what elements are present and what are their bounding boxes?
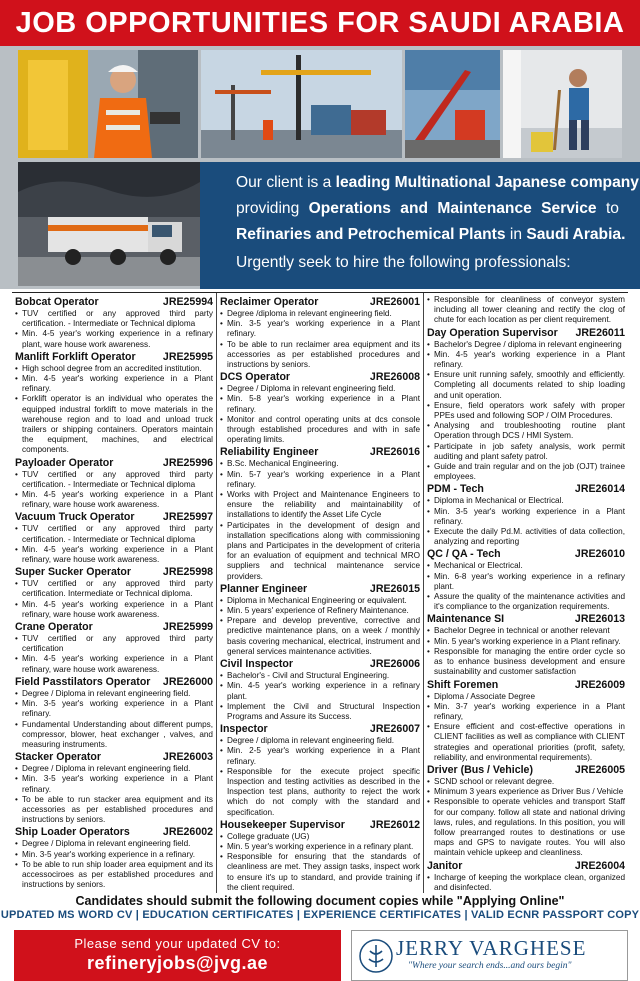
job-requirements	[15, 364, 213, 456]
job-header	[15, 566, 213, 579]
intro-line-3-text: in	[505, 226, 527, 243]
job-code: JRE26005	[574, 763, 625, 776]
job-title: Reliability Engineer	[220, 446, 319, 459]
requirement-item: • Monitor and control operating units at dcs console through established procedures and with in safe operating limits.	[220, 415, 420, 446]
requirement-item: • Min. 4-5 year's working experience in a Plant refinary.	[15, 374, 213, 394]
job-code: JRE26004	[574, 859, 625, 872]
job-requirements	[427, 340, 625, 483]
job-header	[15, 511, 213, 524]
job-listing	[427, 613, 625, 677]
job-title: Crane Operator	[15, 621, 93, 634]
job-header	[220, 296, 420, 309]
job-requirements	[15, 764, 213, 825]
requirement-item: • Degree / Diploma in relevant engineering field.	[15, 764, 213, 774]
requirement-item: • To be able to run stacker area equipment and its accessories as per established procedures and instructions by seniors.	[15, 795, 213, 826]
requirement-item: • Bachelor's - Civil and Structural Engineering.	[220, 671, 420, 681]
requirement-item: • Min. 3-5 year's working experience in a Plant refinary.	[15, 774, 213, 794]
job-listing	[220, 583, 420, 657]
requirement-item: • Assure the quality of the maintenance activities and it's compliance to the organization requirements.	[427, 592, 625, 612]
job-listing	[15, 676, 213, 750]
requirement-item: • High school degree from an accredited institution.	[15, 364, 213, 374]
job-listing	[15, 511, 213, 565]
job-listing	[427, 295, 625, 326]
job-header	[220, 819, 420, 832]
job-code: JRE26014	[574, 483, 625, 496]
requirement-item: • Guide and train regular and on the job (OJT) trainee employees.	[427, 462, 625, 482]
job-code: JRE26012	[369, 818, 420, 831]
job-requirements	[15, 634, 213, 675]
job-code: JRE26000	[162, 675, 213, 688]
send-cv-label: Please send your updated CV to:	[74, 936, 281, 951]
intro-line-3	[236, 226, 640, 244]
job-header	[15, 826, 213, 839]
requirement-item: • Diploma in Mechanical Engineering or equivalent.	[220, 596, 420, 606]
company-logo	[351, 930, 628, 981]
requirement-item: • Responsible for ensuring that the standards of cleanliness are met. They assign tasks, inspect work to ensure it's up to standard, and provide training if the client required.	[220, 852, 420, 893]
requirement-item: • Ensure efficient and cost-effective operations in CLIENT facilities as well as compliance with CLIENT strategies and operational priorities (profit, safety, reliability, and environmental requirements).	[427, 722, 625, 763]
job-title: Day Operation Supervisor	[427, 326, 558, 339]
job-requirements	[220, 459, 420, 581]
job-requirements	[15, 524, 213, 565]
job-title: Payloader Operator	[15, 456, 114, 469]
requirement-item: • Incharge of keeping the workplace clean, organized and disinfected.	[427, 873, 625, 893]
job-code: JRE25998	[162, 566, 213, 579]
job-column-3	[424, 293, 628, 893]
job-header	[427, 548, 625, 561]
job-header	[220, 446, 420, 459]
job-requirements	[220, 832, 420, 893]
job-title: Shift Foremen	[427, 678, 499, 691]
job-requirements	[15, 579, 213, 620]
job-header	[427, 764, 625, 777]
requirement-item: • Degree / Diploma in relevant engineering field.	[15, 839, 213, 849]
requirement-item: • Min. 4-5 year's working experience in a Plant refinary, ware house work awareness.	[15, 654, 213, 674]
job-header	[15, 296, 213, 309]
requirement-item: • Min. 3-5 year's working experience in a Plant refinary.	[220, 319, 420, 339]
job-code: JRE26011	[575, 326, 625, 339]
job-listing	[427, 548, 625, 612]
requirement-item: • Prepare and develop preventive, corrective and predictive maintenance plans, on a week / monthly basis covering mechanical, electrical, instrument and general services maintenance activities.	[220, 616, 420, 657]
requirement-item: • Responsible for managing the entire order cycle so as to enhance business development and ensure sustainability and customer satisfaction	[427, 647, 625, 678]
job-listing	[220, 819, 420, 893]
requirement-item: • Min. 4-5 year's working experience in a Plant refinary, ware house work awareness.	[15, 600, 213, 620]
job-listing	[15, 751, 213, 825]
job-header	[427, 327, 625, 340]
requirement-item: • Forklift operator is an individual who operates the equipped industral forklift to move materials in the warehouse region and to load and unload truck trailers or shipping containers. Operators maintain the equipment, machines, and electrical components.	[15, 394, 213, 455]
job-code: JRE25994	[162, 296, 213, 308]
job-header	[220, 371, 420, 384]
send-cv-box	[14, 930, 341, 981]
requirement-item: • Participates in the development of design and installation specifications along with commissioning plans and Participates in the development of criteria for an evaluation of equipment and technical MRO suppliers and technical maintenance service providers.	[220, 521, 420, 582]
intro-line-2-text: providing	[236, 200, 309, 217]
intro-line-1-bold: leading Multinational Japanese company	[335, 174, 639, 191]
requirement-item: • Min. 4-5 year's working experience in a Plant refinary, ware house work awareness.	[15, 490, 213, 510]
requirement-item: • Minimum 3 years experience as Driver Bus / Vehicle	[427, 787, 625, 797]
requirement-item: • Degree / Diploma in relevant engineering field.	[220, 384, 420, 394]
requirement-item: • Degree /diploma in relevant engineering field.	[220, 309, 420, 319]
requirement-item: • Min. 4-5 year's working experience in a refinary plant, ware house work awareness.	[15, 329, 213, 349]
job-column-1	[12, 293, 217, 893]
job-code: JRE26008	[369, 371, 420, 384]
job-requirements	[427, 692, 625, 763]
job-listing	[427, 860, 625, 893]
job-listing	[220, 658, 420, 722]
job-title: Planner Engineer	[220, 582, 308, 595]
job-header	[15, 751, 213, 764]
job-listings	[12, 292, 628, 892]
job-listing	[220, 723, 420, 818]
job-title: Civil Inspector	[220, 658, 293, 671]
job-title: Janitor	[427, 859, 463, 872]
requirement-item: • To be able to run ship loader area equipment and its accessociroes as per established procedures and instructions by seniors.	[15, 860, 213, 891]
requirement-item: • Min. 4-5 year's working experience in a Plant refinary.	[427, 350, 625, 370]
job-code: JRE25999	[162, 621, 213, 634]
logo-name: JERRY VARGHESE	[396, 936, 587, 960]
job-code: JRE25996	[162, 456, 213, 469]
job-code: JRE26010	[574, 548, 625, 561]
job-listing	[220, 296, 420, 370]
requirement-item: • Implement the Civil and Structural Inspection Programs and Assure its Success.	[220, 702, 420, 722]
requirement-item: • Min. 3-5 year's working experience in a Plant refinary.	[15, 699, 213, 719]
job-title: PDM - Tech	[427, 483, 484, 496]
job-header	[220, 723, 420, 736]
requirement-item: • Min. 3-5 year's working experience in a refinary.	[15, 850, 213, 860]
intro-line-2-tail: to	[596, 200, 619, 217]
intro-line-3-country: Saudi Arabia.	[526, 226, 626, 243]
job-header	[15, 676, 213, 689]
hero-section	[0, 46, 640, 289]
intro-line-2-bold: Operations and Maintenance Service	[308, 200, 597, 217]
job-requirements	[15, 470, 213, 511]
requirement-item: • Min. 3-7 year's working experience in a Plant refinary,	[427, 702, 625, 722]
job-title: DCS Operator	[220, 371, 291, 384]
candidates-note: Candidates should submit the following document copies while "Applying Online"	[75, 894, 565, 908]
job-requirements	[15, 309, 213, 350]
job-title: QC / QA - Tech	[427, 548, 501, 561]
intro-line-4-text: Urgently seek to hire the following professionals:	[236, 254, 571, 271]
job-requirements	[220, 384, 420, 445]
requirement-item: • Diploma in Mechanical or Electrical.	[427, 496, 625, 506]
jv-emblem-icon	[359, 939, 393, 973]
job-listing	[427, 679, 625, 763]
job-code: JRE26015	[369, 582, 420, 595]
requirement-item: • Min. 2-5 year's working experience in a Plant refinary.	[220, 746, 420, 766]
job-requirements	[427, 626, 625, 677]
requirement-item: • College graduate (UG)	[220, 832, 420, 842]
required-documents: UPDATED MS WORD CV | EDUCATION CERTIFICATES | EXPERIENCE CERTIFICATES | VALID ECNR PASSPORT COPY	[0, 909, 640, 921]
job-header	[15, 351, 213, 364]
job-requirements	[220, 736, 420, 818]
requirement-item: • Min. 3-5 year's working experience in a Plant refinary.	[427, 507, 625, 527]
job-title: Housekeeper Supervisor	[220, 818, 345, 831]
requirement-item: • Responsible for the execute project specific Inspection and testing activities as described in the Inspection test plans, authority to reject the work which do not comply with the standard and specification.	[220, 767, 420, 818]
job-listing	[15, 826, 213, 890]
job-code: JRE26007	[369, 723, 420, 736]
job-header	[15, 457, 213, 470]
requirement-item: • Min. 5 year's working experience in a Plant refinary.	[427, 637, 625, 647]
job-header	[15, 621, 213, 634]
job-header	[427, 483, 625, 496]
job-code: JRE26013	[574, 613, 625, 626]
requirement-item: • SCND school or relevant degree.	[427, 777, 625, 787]
requirement-item: • Min. 5 years' experience of Refinery Maintenance.	[220, 606, 420, 616]
job-listing	[220, 446, 420, 581]
requirement-item: • TUV certified or any approved third party certification. - Intermediate or Technical diploma	[15, 309, 213, 329]
job-code: JRE26016	[369, 446, 420, 459]
job-requirements	[427, 295, 625, 326]
requirement-item: • Responsible for cleanliness of conveyor system including all tower cleaning and rectify the clog of chute for each location as per client requirement.	[427, 295, 625, 326]
job-listing	[15, 296, 213, 350]
requirement-item: • Bachelor Degree in technical or another relevant	[427, 626, 625, 636]
contact-email-link[interactable]: refineryjobs@jvg.ae	[86, 953, 269, 973]
job-requirements	[427, 561, 625, 612]
requirement-item: • TUV certified or any approved third party certification. Intermediate or Technical diploma.	[15, 579, 213, 599]
requirement-item: • B.Sc. Mechanical Engineering.	[220, 459, 420, 469]
job-requirements	[427, 873, 625, 893]
photo-equipment-operator	[18, 50, 198, 158]
job-listing	[15, 457, 213, 511]
job-title: Inspector	[220, 723, 268, 736]
job-requirements	[220, 309, 420, 370]
job-code: JRE25997	[162, 511, 213, 524]
intro-line-1-text: Our client is a	[236, 174, 336, 191]
job-header	[220, 658, 420, 671]
requirement-item: • Execute the daily Pd.M. activities of data collection, analyzing and reporting	[427, 527, 625, 547]
job-requirements	[15, 689, 213, 750]
requirement-item: • Min. 6-8 year's working experience in a refinary plant.	[427, 572, 625, 592]
requirement-item: • Min. 4-5 year's working experience in a refinary plant.	[220, 681, 420, 701]
job-title: Ship Loader Operators	[15, 826, 130, 839]
poster-title: JOB OPPORTUNITIES FOR SAUDI ARABIA	[15, 6, 625, 39]
job-title: Reclaimer Operator	[220, 296, 319, 308]
job-title: Super Sucker Operator	[15, 566, 131, 579]
logo-tagline: "Where your search ends...and ours begin"	[408, 961, 572, 971]
job-listing	[427, 764, 625, 859]
job-title: Maintenance SI	[427, 613, 505, 626]
intro-line-1	[236, 174, 640, 192]
requirement-item: • Min. 4-5 year's working experience in a Plant refinary, ware house work awareness.	[15, 545, 213, 565]
job-header	[220, 583, 420, 596]
intro-line-4	[236, 254, 640, 272]
job-listing	[427, 483, 625, 547]
requirement-item: • Participate in job safety analysis, work permit auditing and plant safety patrol.	[427, 442, 625, 462]
poster-footer	[0, 892, 640, 981]
job-requirements	[427, 496, 625, 547]
requirement-item: • Min. 5-7 year's working experience in a Plant refinary.	[220, 470, 420, 490]
requirement-item: • Degree / diploma in relevant engineering field.	[220, 736, 420, 746]
job-column-2	[217, 293, 424, 893]
requirement-item: • Works with Project and Maintenance Engineers to ensure the reliability and maintainability of installations to identify the Asset Life Cycle	[220, 490, 420, 521]
job-header	[427, 613, 625, 626]
job-header	[427, 860, 625, 873]
job-title: Field Passtilators Operator	[15, 675, 151, 688]
requirement-item: • Min. 5-8 year's working experience in a Plant refinary.	[220, 394, 420, 414]
requirement-item: • TUV certified or any approved third party certification. - Intermediate or Technical diploma	[15, 524, 213, 544]
job-title: Manlift Forklift Operator	[15, 350, 136, 363]
poster-header	[0, 0, 640, 46]
requirement-item: • Fundamental Understanding about different pumps, compressor, blower, heat exchanger , valves, and measuring instruments.	[15, 720, 213, 751]
intro-text	[218, 46, 638, 289]
requirement-item: • Min. 5 year's working experience in a refinary plant.	[220, 842, 420, 852]
requirement-item: • Bachelor's Degree / diploma in relevant engineering	[427, 340, 625, 350]
job-requirements	[15, 839, 213, 890]
job-title: Stacker Operator	[15, 751, 101, 764]
intro-line-3-bold: Refinaries and Petrochemical Plants	[236, 226, 506, 243]
job-requirements	[220, 671, 420, 722]
job-code: JRE26009	[574, 678, 625, 691]
job-requirements	[220, 596, 420, 657]
job-listing	[220, 371, 420, 445]
job-title: Vacuum Truck Operator	[15, 511, 135, 524]
job-listing	[427, 327, 625, 483]
requirement-item: • Ensure, field operators work safely with proper PPEs used and following SOP / OIM Procedures.	[427, 401, 625, 421]
job-code: JRE25995	[162, 350, 213, 363]
requirement-item: • Analysing and troubleshooting routine plant Operation through DCS / HMI System.	[427, 421, 625, 441]
requirement-item: • Responsible to operate vehicles and transport Staff for our company. follow all state and national driving laws, rules, and regulations. In this position, you will follow prearranged routes to destinations or use maps and GPS to navigate routes. You will also maintain vehicle upkeep and cleanliness.	[427, 797, 625, 858]
job-header	[427, 679, 625, 692]
job-title: Driver (Bus / Vehicle)	[427, 763, 533, 776]
job-listing	[15, 621, 213, 675]
requirement-item: • To be able to run reclaimer area equipment and its accessories as per established procedures and instructions by seniors.	[220, 340, 420, 371]
requirement-item: • Mechanical or Electrical.	[427, 561, 625, 571]
requirement-item: • TUV certified or any approved third party certification	[15, 634, 213, 654]
job-listing	[15, 351, 213, 456]
requirement-item: • TUV certified or any approved third party certification. - Intermediate or Technical diploma	[15, 470, 213, 490]
requirement-item: • Ensure unit running safely, smoothly and efficiently. Completing all documents related to ship loading and unit operation.	[427, 370, 625, 401]
job-code: JRE26003	[162, 751, 213, 764]
job-listing	[15, 566, 213, 620]
job-code: JRE26006	[369, 658, 420, 671]
job-code: JRE26001	[369, 296, 420, 308]
job-title: Bobcat Operator	[15, 296, 99, 308]
requirement-item: • Degree / Diploma in relevant engineering field.	[15, 689, 213, 699]
intro-line-2	[236, 200, 640, 218]
requirement-item: • Diploma / Associate Degree	[427, 692, 625, 702]
job-requirements	[427, 777, 625, 859]
job-code: JRE26002	[162, 826, 213, 839]
photo-vacuum-truck	[18, 162, 200, 286]
